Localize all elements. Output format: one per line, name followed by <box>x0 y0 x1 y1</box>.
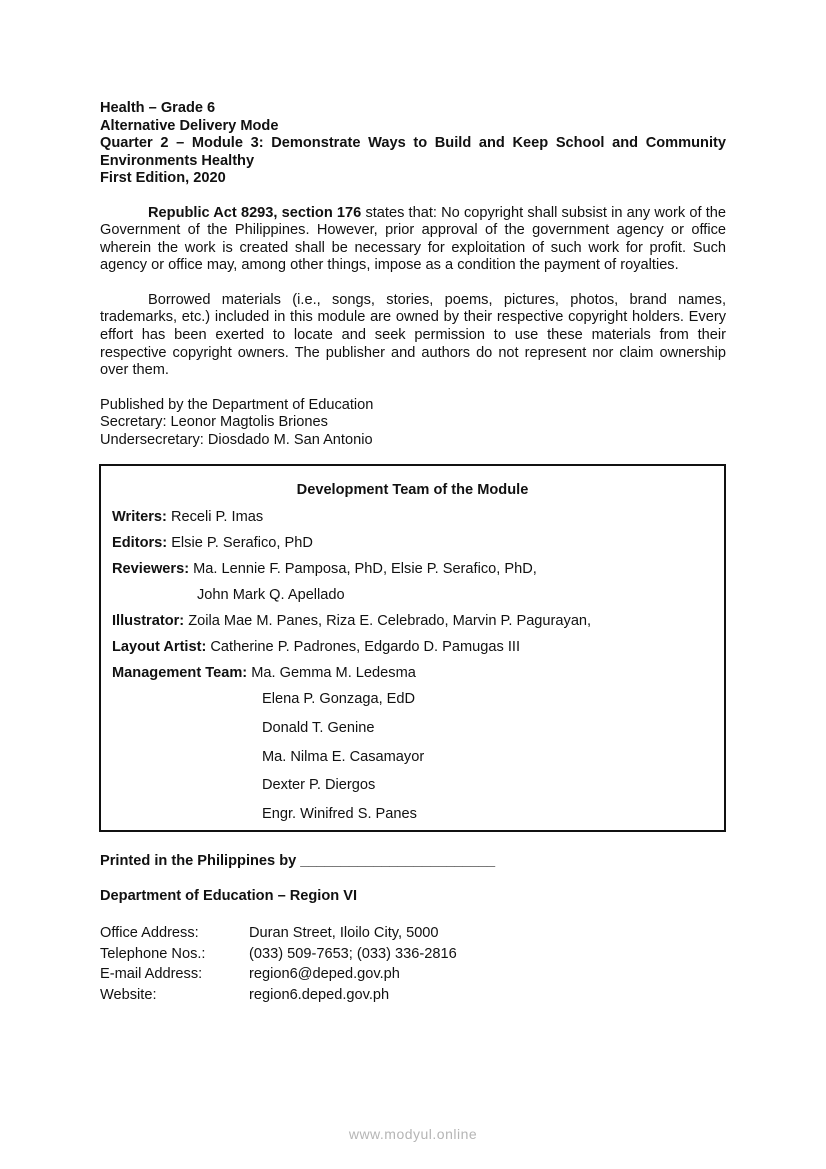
phone-row <box>100 944 457 965</box>
office-label: Office Address: <box>100 925 199 941</box>
subject-title: Health – Grade 6 <box>100 100 216 116</box>
copyright-lead: Republic Act 8293, section 176 <box>148 204 362 221</box>
management-member: Engr. Winifred S. Panes <box>262 806 417 822</box>
editors-label: Editors: <box>112 535 168 551</box>
office-value: Duran Street, Iloilo City, 5000 <box>249 925 439 941</box>
management-member: Elena P. Gonzaga, EdD <box>262 691 416 707</box>
undersecretary: Undersecretary: Diosdado M. San Antonio <box>100 432 373 449</box>
region-heading: Department of Education – Region VI <box>100 888 358 904</box>
module-title: Quarter 2 – Module 3: Demonstrate Ways to Build and Keep School and Community <box>100 135 726 151</box>
development-team-box <box>99 464 726 832</box>
copyright-paragraph <box>100 205 726 275</box>
publisher-info <box>100 397 726 450</box>
layout-artist-label: Layout Artist: <box>112 639 207 655</box>
management-row <box>112 665 416 681</box>
illustrator-label: Illustrator: <box>112 613 185 629</box>
borrowed-paragraph <box>100 292 726 380</box>
reviewers-label: Reviewers: <box>112 561 190 577</box>
writers-row <box>112 509 263 525</box>
publisher: Published by the Department of Education <box>100 396 374 413</box>
illustrator-row <box>112 613 591 629</box>
website-value: region6.deped.gov.ph <box>249 986 390 1003</box>
module-header <box>100 100 726 188</box>
writers-value: Receli P. Imas <box>166 509 264 525</box>
reviewers-value: Ma. Lennie F. Pamposa, PhD, Elsie P. Serafico, PhD, <box>189 561 537 577</box>
management-member: Ma. Nilma E. Casamayor <box>262 749 425 765</box>
contact-info <box>100 923 457 1005</box>
printed-by: Printed in the Philippines by ________________________ <box>100 853 496 869</box>
email-label: E-mail Address: <box>100 966 203 982</box>
management-label: Management Team: <box>112 665 248 681</box>
reviewers-row <box>112 561 537 577</box>
editors-row <box>112 535 313 551</box>
email-row <box>100 964 457 985</box>
phone-value: (033) 509-7653; (033) 336-2816 <box>249 945 457 962</box>
phone-label: Telephone Nos.: <box>100 945 206 962</box>
reviewers-row-cont: John Mark Q. Apellado <box>197 587 345 603</box>
management-member: Dexter P. Diergos <box>262 777 376 793</box>
secretary: Secretary: Leonor Magtolis Briones <box>100 414 328 431</box>
management-member: Ma. Gemma M. Ledesma <box>247 665 416 681</box>
management-member: Donald T. Genine <box>262 720 375 736</box>
module-title-cont: Environments Healthy <box>100 152 255 169</box>
copyright-text: states that: No copyright shall subsist in any work of the Government of the Philippines. However, prior approval of the government agency or office wherein the work is created shall be necessary for exploitation of such work for profit. Such agency or office may, among other things, impose as a condition the payment of royalties. <box>100 204 726 274</box>
editors-value: Elsie P. Serafico, PhD <box>167 535 313 551</box>
layout-artist-value: Catherine P. Padrones, Edgardo D. Pamugas III <box>206 639 521 655</box>
edition: First Edition, 2020 <box>100 170 226 186</box>
website-label: Website: <box>100 986 157 1003</box>
footer-watermark: www.modyul.online <box>348 1126 478 1142</box>
layout-artist-row <box>112 639 520 655</box>
email-value: region6@deped.gov.ph <box>249 966 400 982</box>
writers-label: Writers: <box>112 509 167 525</box>
team-title: Development Team of the Module <box>296 482 529 498</box>
illustrator-value: Zoila Mae M. Panes, Riza E. Celebrado, Marvin P. Pagurayan, <box>184 613 592 629</box>
delivery-mode: Alternative Delivery Mode <box>100 117 279 134</box>
office-row <box>100 923 457 944</box>
page-body <box>100 100 726 450</box>
website-row <box>100 985 457 1006</box>
borrowed-text: Borrowed materials (i.e., songs, stories, poems, pictures, photos, brand names, trademarks, etc.) included in this module are owned by their respective copyright holders. Every effort has been exerted to locate and seek permission to use these materials from their respective copyright owners. The publisher and authors do not represent nor claim ownership over them. <box>100 291 726 379</box>
